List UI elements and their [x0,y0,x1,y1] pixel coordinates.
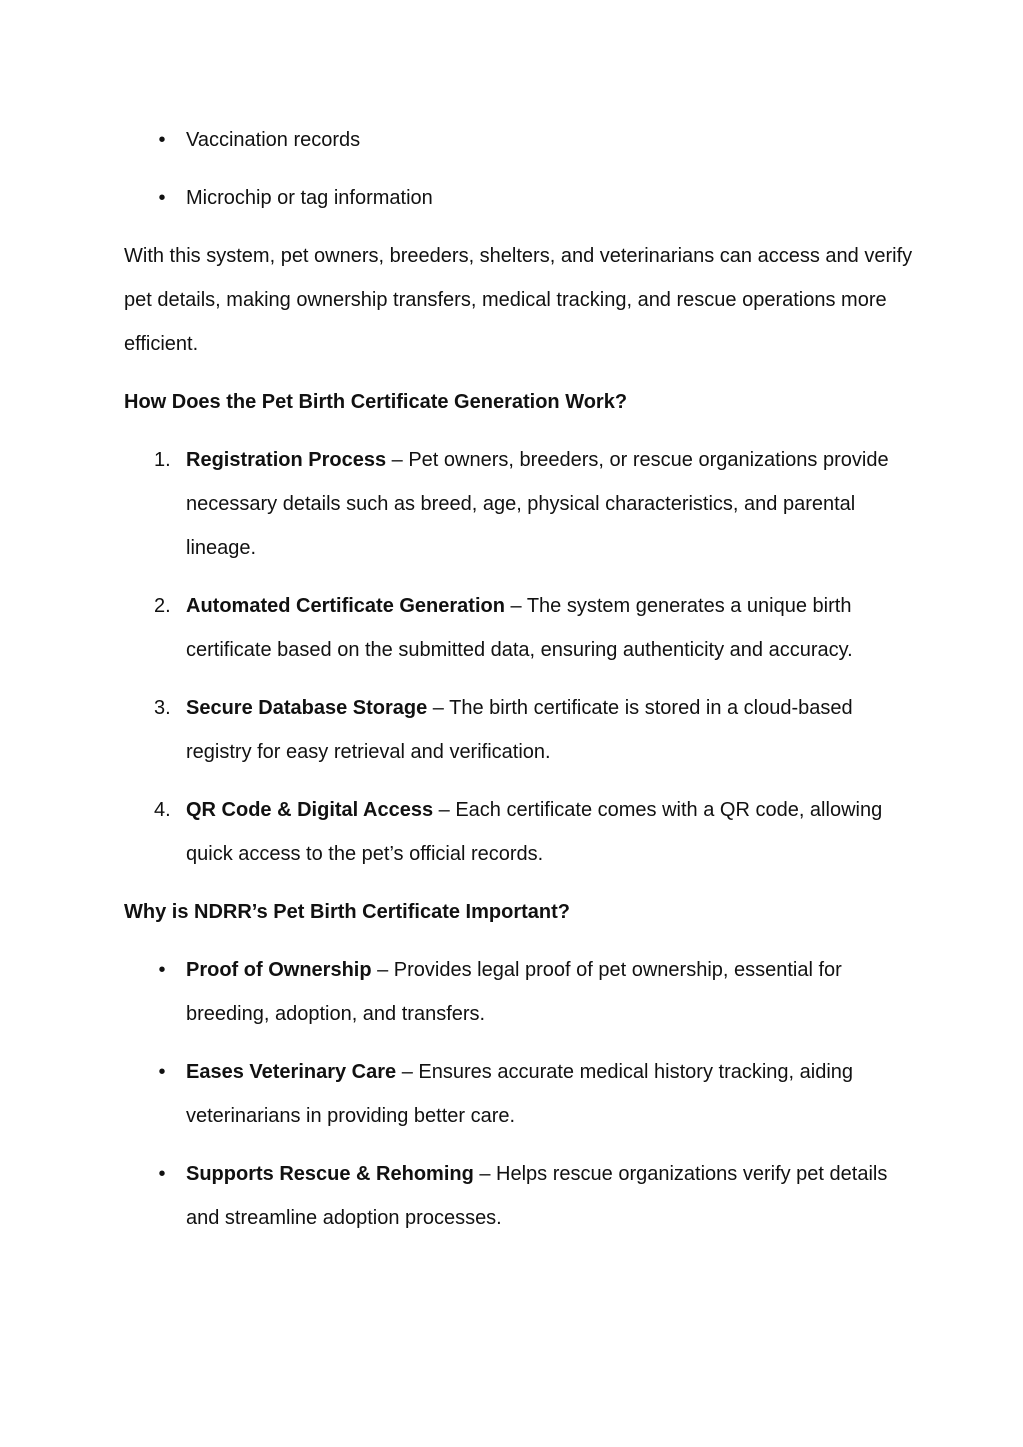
step-text: – The birth certificate is stored in a cloud-based registry for easy retrieval and verification. [186,697,853,763]
step-title: QR Code & Digital Access [186,799,434,821]
benefits-bullet-list [124,948,914,1240]
benefit-text: – Provides legal proof of pet ownership, essential for breeding, adoption, and transfers. [186,959,842,1025]
benefit-title: Supports Rescue & Rehoming [186,1163,474,1185]
step-title: Secure Database Storage [186,697,428,719]
step-number: 1. [154,449,171,471]
steps-numbered-list [124,438,914,876]
step-number: 4. [154,799,171,821]
step-number: 3. [154,697,171,719]
step-item [124,686,914,774]
step-text: – Each certificate comes with a QR code, allowing quick access to the pet’s official records. [186,799,883,865]
step-number: 2. [154,595,171,617]
step-item [124,438,914,570]
section-heading-why: Why is NDRR’s Pet Birth Certificate Important? [124,901,570,923]
list-item-text: Microchip or tag information [186,187,433,209]
list-item-text: Vaccination records [186,129,361,151]
benefit-title: Proof of Ownership [186,959,372,981]
benefit-text: – Helps rescue organizations verify pet details and streamline adoption processes. [186,1163,888,1229]
bullet-icon: • [158,1061,166,1083]
step-item [124,584,914,672]
bullet-icon: • [158,129,166,151]
bullet-icon: • [158,187,166,209]
list-item [124,176,914,220]
bullet-icon: • [158,959,166,981]
benefit-item [124,1152,914,1240]
section-heading-how: How Does the Pet Birth Certificate Generation Work? [124,391,628,413]
step-title: Registration Process [186,449,387,471]
benefit-text: – Ensures accurate medical history tracking, aiding veterinarians in providing better care. [186,1061,854,1127]
document-content [124,118,914,1240]
benefit-item [124,1050,914,1138]
step-text: – Pet owners, breeders, or rescue organizations provide necessary details such as breed, age, physical characteristics, and parental lineage. [186,449,889,559]
step-title: Automated Certificate Generation [186,595,505,617]
list-item [124,118,914,162]
step-text: – The system generates a unique birth certificate based on the submitted data, ensuring authenticity and accuracy. [186,595,853,661]
body-paragraph: With this system, pet owners, breeders, shelters, and veterinarians can access and verify pet details, making ownership transfers, medical tracking, and rescue operations more efficient. [124,245,913,355]
benefit-title: Eases Veterinary Care [186,1061,397,1083]
step-item [124,788,914,876]
bullet-icon: • [158,1163,166,1185]
benefit-item [124,948,914,1036]
intro-bullet-list [124,118,914,220]
